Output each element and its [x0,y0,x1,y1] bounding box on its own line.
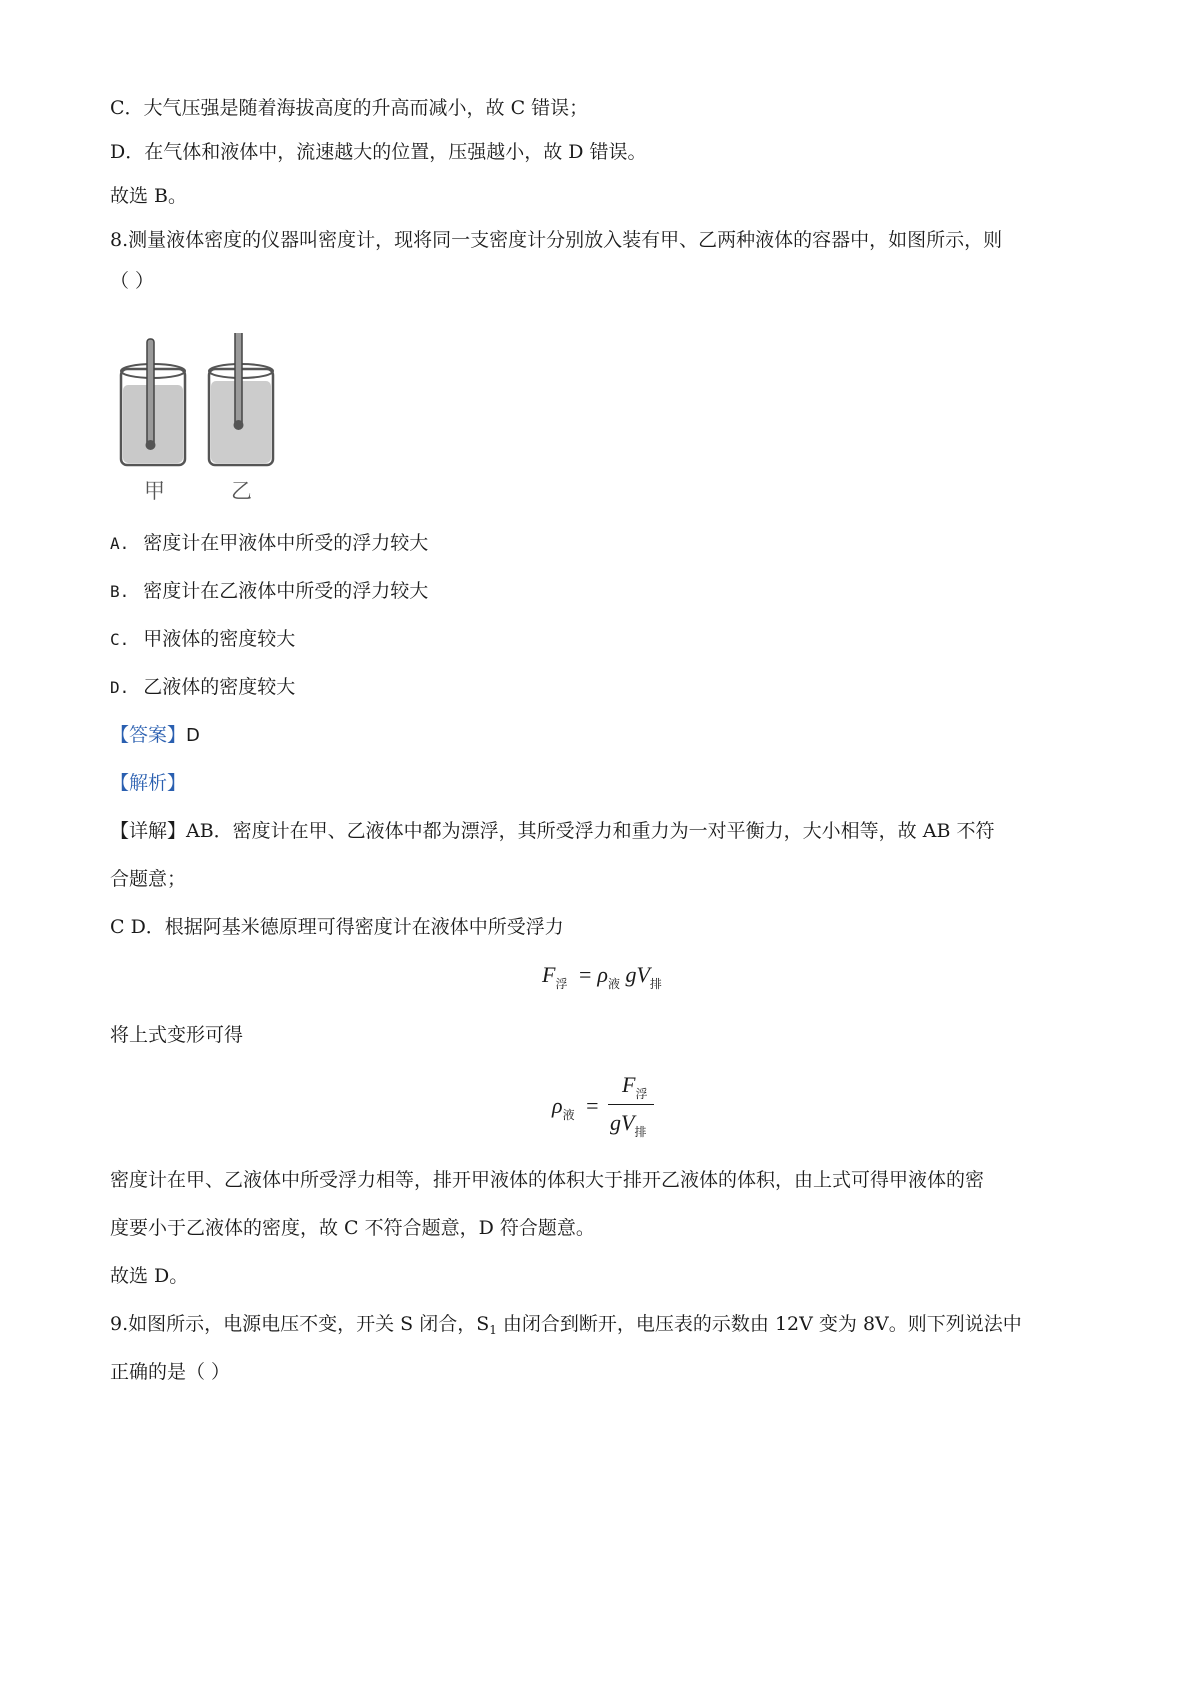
detail-line-1: 【详解】AB．密度计在甲、乙液体中都为漂浮，其所受浮力和重力为一对平衡力，大小相等，故 AB 不符 [110,820,995,842]
option-c [110,626,295,653]
text-line-choose-b: 故选 B。 [110,185,188,207]
hydrometer-figure [115,333,295,513]
q9-line1-b: 由闭合到断开，电压表的示数由 12V 变为 8V。则下列说法中 [496,1313,1022,1335]
formula1-f-sub: 浮 [555,977,568,991]
text-line-c-prev: C．大气压强是随着海拔高度的升高而减小，故 C 错误； [110,97,589,119]
question-8-stem: 8.测量液体密度的仪器叫密度计，现将同一支密度计分别放入装有甲、乙两种液体的容器中，如图所示，则 [110,229,1003,251]
formula-density-lhs [552,1093,599,1123]
formula2-numerator [622,1072,647,1102]
option-c-text: 甲液体的密度较大 [143,628,296,650]
question-9-stem [110,1311,1022,1343]
formula2-denominator [610,1110,646,1140]
detail-line-3: C D．根据阿基米德原理可得密度计在液体中所受浮力 [110,916,564,938]
formula2-rho-sub: 液 [562,1108,575,1122]
option-c-letter: C. [110,630,130,649]
figure-label-yi: 乙 [231,479,252,503]
analysis-label: 【解析】 [110,772,187,794]
fraction-bar [608,1104,654,1105]
detail-line-2: 合题意； [110,868,187,890]
option-a-letter: A. [110,534,130,553]
answer-value: D [186,725,200,746]
formula1-rho-sub: 液 [607,977,620,991]
option-b-text: 密度计在乙液体中所受的浮力较大 [143,580,429,602]
detail-line-4: 将上式变形可得 [110,1024,244,1046]
formula2-den-v: V [621,1110,635,1135]
detail-line-5: 密度计在甲、乙液体中所受浮力相等，排开甲液体的体积大于排开乙液体的体积，由上式可得甲液体的密 [110,1169,985,1191]
text-line-d-prev: D．在气体和液体中，流速越大的位置，压强越小，故 D 错误。 [110,141,647,163]
figure-label-jia: 甲 [144,479,165,503]
formula1-v-sub: 排 [649,977,662,991]
question-9-blank: 正确的是（ ） [110,1361,231,1383]
option-d [110,674,295,701]
option-d-text: 乙液体的密度较大 [143,676,296,698]
option-b-letter: B. [110,582,130,601]
q9-line1-sub: 1 [489,1323,497,1337]
question-8-blank: （ ） [110,270,155,292]
option-b [110,578,428,605]
formula1-f: F [542,962,556,987]
detail-line-6: 度要小于乙液体的密度，故 C 不符合题意，D 符合题意。 [110,1217,595,1239]
formula2-rho: ρ [552,1093,563,1118]
formula2-den-sub: 排 [634,1125,647,1139]
formula1-rho: ρ [597,962,608,987]
option-a-text: 密度计在甲液体中所受的浮力较大 [143,532,429,554]
formula-buoyancy [542,962,662,992]
formula1-eq: = [578,962,592,987]
formula1-v: V [636,962,650,987]
option-d-letter: D. [110,678,130,697]
detail-line-7: 故选 D。 [110,1265,189,1287]
container-jia [121,339,185,465]
answer-line [110,722,200,749]
answer-label: 【答案】 [110,724,187,746]
formula1-g: g [625,962,637,987]
formula2-num-f: F [622,1072,636,1097]
formula2-eq: = [586,1093,599,1118]
container-yi [209,333,273,465]
q9-line1-a: 9.如图所示，电源电压不变，开关 S 闭合，S [110,1313,490,1335]
formula2-den-g: g [610,1110,621,1135]
formula2-num-sub: 浮 [635,1087,648,1101]
option-a [110,530,428,557]
